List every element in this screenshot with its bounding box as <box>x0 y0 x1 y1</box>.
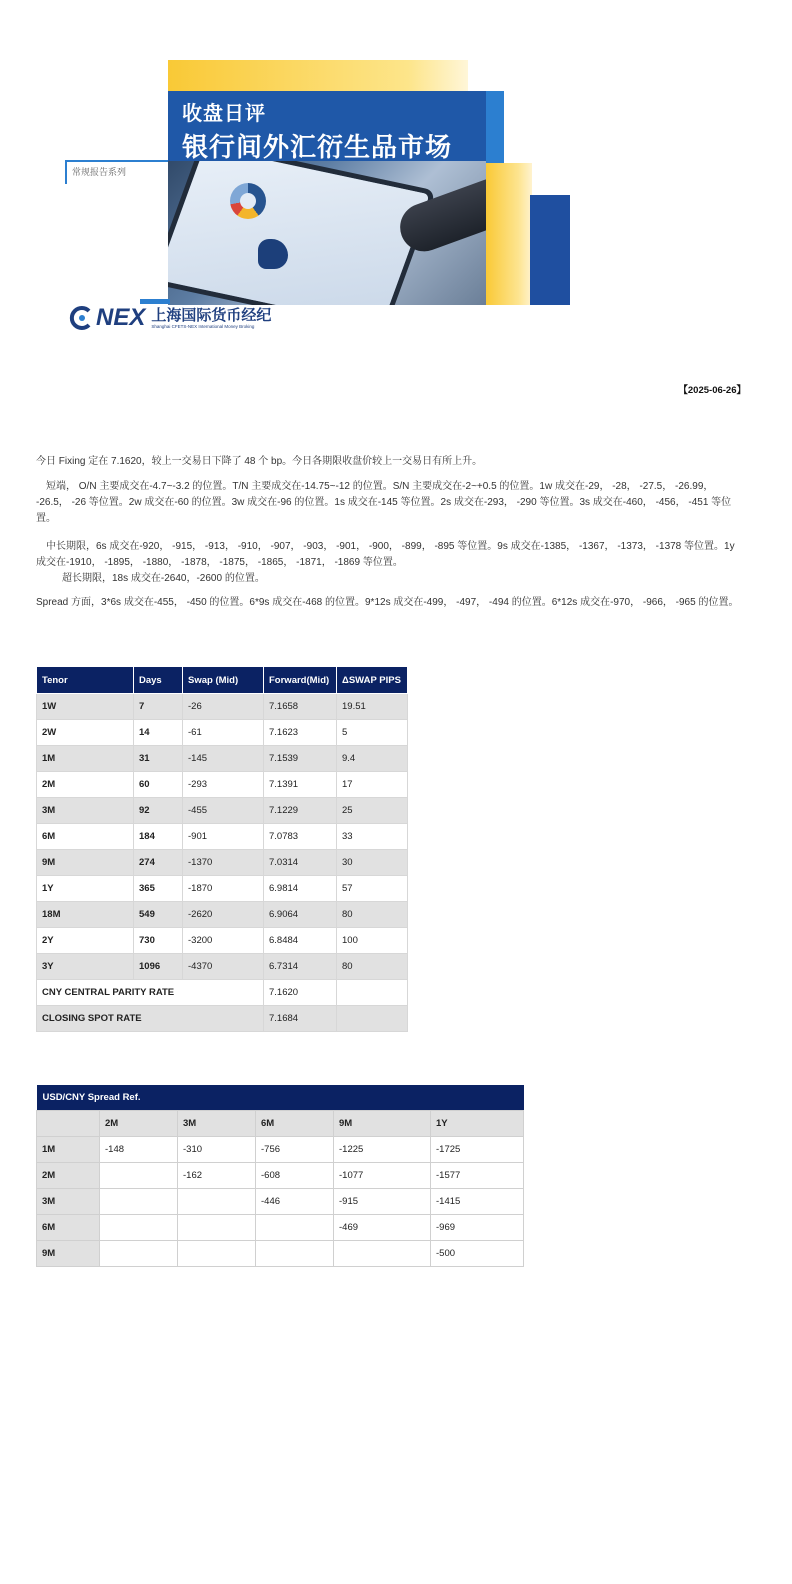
table-row <box>37 928 408 954</box>
report-date: 【2025-06-26】 <box>678 385 746 396</box>
row-header: 6M <box>37 1215 100 1241</box>
table-row <box>37 850 408 876</box>
row-header: 3M <box>37 1189 100 1215</box>
spread-cell: -310 <box>178 1137 256 1163</box>
series-divider-vertical <box>65 160 67 184</box>
banner-navy-block <box>530 195 570 305</box>
delta-cell: 30 <box>337 850 408 876</box>
forward-cell: 6.7314 <box>264 954 337 980</box>
series-divider <box>65 160 168 162</box>
closing-spot-label: CLOSING SPOT RATE <box>37 1006 264 1032</box>
col-header: Days <box>134 667 183 694</box>
delta-cell: 80 <box>337 902 408 928</box>
spread-cell <box>256 1241 334 1267</box>
tenor-cell: 1W <box>37 694 134 720</box>
delta-cell: 100 <box>337 928 408 954</box>
spread-cell <box>178 1215 256 1241</box>
tenor-cell: 6M <box>37 824 134 850</box>
spread-table-caption: USD/CNY Spread Ref. <box>37 1085 524 1111</box>
tenor-cell: 1M <box>37 746 134 772</box>
tablet-screen <box>168 161 430 305</box>
spread-cell <box>100 1189 178 1215</box>
tenor-cell: 1Y <box>37 876 134 902</box>
spread-header-row <box>37 1111 524 1137</box>
col-header: 3M <box>178 1111 256 1137</box>
days-cell: 365 <box>134 876 183 902</box>
swap-cell: -1370 <box>183 850 264 876</box>
banner-title-line2: 银行间外汇衍生品市场 <box>182 132 453 162</box>
spread-cell <box>334 1241 431 1267</box>
days-cell: 60 <box>134 772 183 798</box>
delta-cell: 19.51 <box>337 694 408 720</box>
swap-cell: -26 <box>183 694 264 720</box>
table-row <box>37 954 408 980</box>
tenor-cell: 9M <box>37 850 134 876</box>
delta-cell: 25 <box>337 798 408 824</box>
table-row <box>37 720 408 746</box>
spread-cell <box>178 1241 256 1267</box>
spread-cell <box>178 1189 256 1215</box>
spread-paragraph: Spread 方面，3*6s 成交在-455， -450 的位置。6*9s 成交在-468 的位置。9*12s 成交在-499， -497， -494 的位置。6*12s 成交在-970， -966， -965 的位置。 <box>36 597 739 608</box>
delta-cell: 9.4 <box>337 746 408 772</box>
spread-table <box>36 1085 524 1267</box>
spread-cell: -148 <box>100 1137 178 1163</box>
spread-cell: -446 <box>256 1189 334 1215</box>
table-row <box>37 772 408 798</box>
swap-cell: -4370 <box>183 954 264 980</box>
spread-cell: -1415 <box>431 1189 524 1215</box>
swap-table-header <box>37 667 408 694</box>
closing-spot-value: 7.1684 <box>264 1006 337 1032</box>
table-row <box>37 694 408 720</box>
hand-pointer-image <box>393 172 486 258</box>
tenor-cell: 2W <box>37 720 134 746</box>
days-cell: 184 <box>134 824 183 850</box>
table-row <box>37 1137 524 1163</box>
swap-cell: -1870 <box>183 876 264 902</box>
tenor-cell: 18M <box>37 902 134 928</box>
empty-cell <box>337 980 408 1006</box>
cover-banner <box>60 55 580 345</box>
spread-cell: -1077 <box>334 1163 431 1189</box>
swap-cell: -2620 <box>183 902 264 928</box>
central-parity-label: CNY CENTRAL PARITY RATE <box>37 980 264 1006</box>
swap-table <box>36 666 408 1032</box>
central-parity-value: 7.1620 <box>264 980 337 1006</box>
spread-cell: -1577 <box>431 1163 524 1189</box>
col-header: 6M <box>256 1111 334 1137</box>
logo-english-name: Shanghai CFETS-NEX International Money Broking <box>151 323 255 329</box>
spread-cell <box>256 1215 334 1241</box>
row-header: 1M <box>37 1137 100 1163</box>
tenor-cell: 3Y <box>37 954 134 980</box>
spread-cell <box>100 1215 178 1241</box>
logo-wordmark: NEX <box>96 304 146 331</box>
spread-cell: -608 <box>256 1163 334 1189</box>
swap-cell: -145 <box>183 746 264 772</box>
spread-cell: -469 <box>334 1215 431 1241</box>
forward-cell: 6.8484 <box>264 928 337 954</box>
col-header: Forward(Mid) <box>264 667 337 694</box>
swap-cell: -3200 <box>183 928 264 954</box>
table-row <box>37 876 408 902</box>
empty-cell <box>337 1006 408 1032</box>
days-cell: 31 <box>134 746 183 772</box>
tenor-cell: 3M <box>37 798 134 824</box>
forward-cell: 7.0783 <box>264 824 337 850</box>
table-row <box>37 1215 524 1241</box>
series-label: 常规报告系列 <box>72 167 127 177</box>
table-row <box>37 1163 524 1189</box>
days-cell: 14 <box>134 720 183 746</box>
col-header: Tenor <box>37 667 134 694</box>
logo-c-icon <box>68 305 94 331</box>
central-parity-row <box>37 980 408 1006</box>
forward-cell: 7.1391 <box>264 772 337 798</box>
short-end-paragraph: 短端， O/N 主要成交在-4.7~-3.2 的位置。T/N 主要成交在-14.75~-12 的位置。S/N 主要成交在-2~+0.5 的位置。1w 成交在-29， -28， -27.5， -26.99， -26.5， -26 等位置。2w 成交在-60 的位置。3w 成交在-96 的位置。1s 成交在-145 等位置。2s 成交在-293， -290 等位置。3s 成交在-460， -456， -451 等位置。 <box>36 481 732 524</box>
spread-cell <box>100 1241 178 1267</box>
days-cell: 274 <box>134 850 183 876</box>
delta-cell: 80 <box>337 954 408 980</box>
table-row <box>37 798 408 824</box>
row-header: 9M <box>37 1241 100 1267</box>
forward-cell: 7.1658 <box>264 694 337 720</box>
table-row <box>37 1189 524 1215</box>
logo-chinese-name: 上海国际货币经纪 <box>151 306 272 324</box>
forward-cell: 7.0314 <box>264 850 337 876</box>
delta-cell: 5 <box>337 720 408 746</box>
forward-cell: 7.1539 <box>264 746 337 772</box>
corner-cell <box>37 1111 100 1137</box>
table-row <box>37 902 408 928</box>
fixing-paragraph: 今日 Fixing 定在 7.1620，较上一交易日下降了 48 个 bp。今日各期限收盘价较上一交易日有所上升。 <box>36 456 483 467</box>
delta-cell: 33 <box>337 824 408 850</box>
forward-cell: 7.1229 <box>264 798 337 824</box>
spread-cell: -1225 <box>334 1137 431 1163</box>
map-icon <box>258 239 288 269</box>
spread-cell: -162 <box>178 1163 256 1189</box>
company-logo <box>68 303 271 333</box>
col-header: ΔSWAP PIPS <box>337 667 408 694</box>
table-row <box>37 824 408 850</box>
row-header: 2M <box>37 1163 100 1189</box>
delta-cell: 17 <box>337 772 408 798</box>
days-cell: 7 <box>134 694 183 720</box>
mid-long-paragraph <box>36 539 740 587</box>
tenor-cell: 2M <box>37 772 134 798</box>
days-cell: 549 <box>134 902 183 928</box>
spread-cell: -915 <box>334 1189 431 1215</box>
col-header: 2M <box>100 1111 178 1137</box>
table-row <box>37 746 408 772</box>
closing-spot-row <box>37 1006 408 1032</box>
swap-cell: -61 <box>183 720 264 746</box>
tenor-cell: 2Y <box>37 928 134 954</box>
spread-cell: -969 <box>431 1215 524 1241</box>
table-row <box>37 1241 524 1267</box>
donut-chart-icon <box>230 183 266 219</box>
days-cell: 1096 <box>134 954 183 980</box>
days-cell: 730 <box>134 928 183 954</box>
forward-cell: 7.1623 <box>264 720 337 746</box>
swap-cell: -455 <box>183 798 264 824</box>
delta-cell: 57 <box>337 876 408 902</box>
swap-cell: -293 <box>183 772 264 798</box>
forward-cell: 6.9064 <box>264 902 337 928</box>
spread-cell: -1725 <box>431 1137 524 1163</box>
mid-long-text: 中长期限，6s 成交在-920， -915， -913， -910， -907， -903， -901， -900， -899， -895 等位置。9s 成交在-1385， -1367， -1373， -1378 等位置。1y 成交在-1910， -1895， -1880， -1878， -1875， -1865， -1871， -1869 等位置。 <box>36 541 735 568</box>
tablet-photo <box>168 161 486 305</box>
swap-cell: -901 <box>183 824 264 850</box>
days-cell: 92 <box>134 798 183 824</box>
banner-yellow-block <box>486 163 532 305</box>
spread-cell: -500 <box>431 1241 524 1267</box>
col-header: 1Y <box>431 1111 524 1137</box>
ultra-long-text: 超长期限，18s 成交在-2640，-2600 的位置。 <box>62 573 265 584</box>
banner-title-line1: 收盘日评 <box>182 103 266 125</box>
spread-cell <box>100 1163 178 1189</box>
forward-cell: 6.9814 <box>264 876 337 902</box>
col-header: Swap (Mid) <box>183 667 264 694</box>
col-header: 9M <box>334 1111 431 1137</box>
spread-cell: -756 <box>256 1137 334 1163</box>
